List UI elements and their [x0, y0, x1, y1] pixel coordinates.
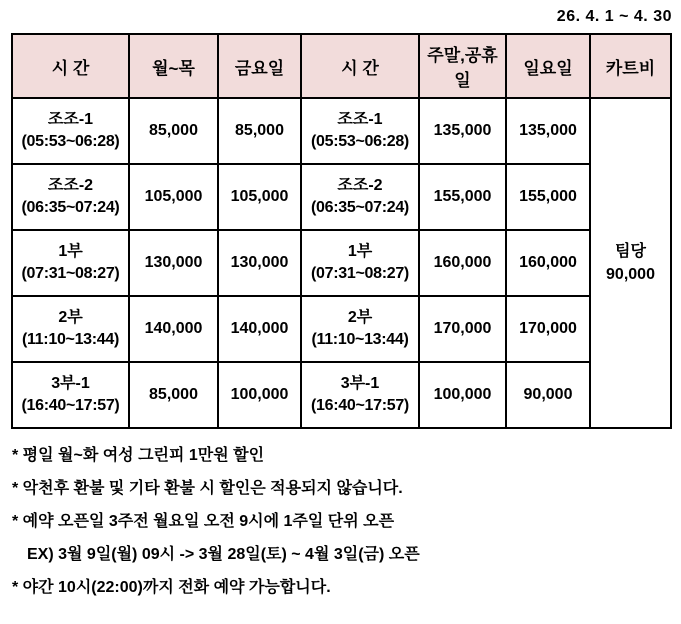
slot-name: 조조-2	[337, 177, 383, 194]
price-table	[11, 33, 672, 429]
slot-range: (11:10~13:44)	[311, 331, 409, 348]
header-friday: 금요일	[218, 34, 301, 98]
note-line-example: EX) 3월 9일(월) 09시 -> 3월 28일(토) ~ 4월 3일(금) 오픈	[27, 546, 420, 563]
price-friday: 130,000	[218, 230, 301, 296]
price-mon-thu: 105,000	[129, 164, 218, 230]
header-cart-fee: 카트비	[590, 34, 671, 98]
price-friday: 85,000	[218, 98, 301, 164]
price-sunday: 90,000	[506, 362, 590, 428]
slot-range: (05:53~06:28)	[311, 133, 409, 150]
price-sunday: 170,000	[506, 296, 590, 362]
price-mon-thu: 85,000	[129, 98, 218, 164]
table-row	[12, 362, 671, 428]
header-mon-thu: 월~목	[129, 34, 218, 98]
table-row	[12, 164, 671, 230]
slot-name: 3부-1	[51, 375, 90, 392]
price-mon-thu: 130,000	[129, 230, 218, 296]
price-weekend-holiday: 160,000	[419, 230, 506, 296]
slot-range: (11:10~13:44)	[21, 331, 120, 348]
price-sunday: 155,000	[506, 164, 590, 230]
header-time-weekend: 시 간	[301, 34, 419, 98]
slot-range: (16:40~17:57)	[21, 397, 120, 414]
note-line: * 악천후 환불 및 기타 환불 시 할인은 적용되지 않습니다.	[12, 480, 403, 497]
note-line: * 예약 오픈일 3주전 월요일 오전 9시에 1주일 단위 오픈	[12, 513, 395, 530]
slot-cell	[301, 164, 419, 230]
slot-name: 1부	[58, 243, 83, 260]
slot-name: 2부	[58, 309, 83, 326]
price-sunday: 135,000	[506, 98, 590, 164]
slot-name: 1부	[347, 243, 373, 260]
slot-cell	[12, 362, 129, 428]
period-label: 26. 4. 1 ~ 4. 30	[556, 8, 672, 25]
note-line: * 평일 월~화 여성 그린피 1만원 할인	[12, 447, 265, 464]
price-sunday: 160,000	[506, 230, 590, 296]
price-weekend-holiday: 100,000	[419, 362, 506, 428]
table-row	[12, 230, 671, 296]
price-friday: 100,000	[218, 362, 301, 428]
slot-name: 조조-2	[47, 177, 94, 194]
slot-cell	[12, 98, 129, 164]
price-friday: 105,000	[218, 164, 301, 230]
footnotes	[12, 439, 672, 604]
note-line: * 야간 10시(22:00)까지 전화 예약 가능합니다.	[12, 579, 331, 596]
cart-fee-cell	[590, 98, 671, 428]
header-sunday: 일요일	[506, 34, 590, 98]
price-weekend-holiday: 155,000	[419, 164, 506, 230]
header-row	[12, 34, 671, 98]
slot-cell	[12, 164, 129, 230]
slot-name: 조조-1	[337, 111, 383, 128]
slot-cell	[301, 362, 419, 428]
cart-fee-unit: 팀당	[615, 243, 646, 260]
slot-name: 2부	[347, 309, 373, 326]
price-weekend-holiday: 135,000	[419, 98, 506, 164]
cart-fee-amount: 90,000	[606, 266, 655, 283]
slot-range: (16:40~17:57)	[311, 397, 409, 414]
slot-cell	[301, 230, 419, 296]
price-mon-thu: 85,000	[129, 362, 218, 428]
slot-range: (07:31~08:27)	[311, 265, 409, 282]
price-mon-thu: 140,000	[129, 296, 218, 362]
slot-range: (07:31~08:27)	[21, 265, 120, 282]
slot-range: (05:53~06:28)	[21, 133, 120, 150]
slot-cell	[12, 230, 129, 296]
slot-cell	[301, 98, 419, 164]
header-weekend-holiday: 주말,공휴일	[419, 34, 506, 98]
slot-range: (06:35~07:24)	[311, 199, 409, 216]
slot-cell	[12, 296, 129, 362]
price-friday: 140,000	[218, 296, 301, 362]
slot-name: 3부-1	[340, 375, 380, 392]
table-row	[12, 296, 671, 362]
price-weekend-holiday: 170,000	[419, 296, 506, 362]
table-row	[12, 98, 671, 164]
slot-cell	[301, 296, 419, 362]
slot-name: 조조-1	[47, 111, 94, 128]
header-time-weekday: 시 간	[12, 34, 129, 98]
slot-range: (06:35~07:24)	[21, 199, 120, 216]
